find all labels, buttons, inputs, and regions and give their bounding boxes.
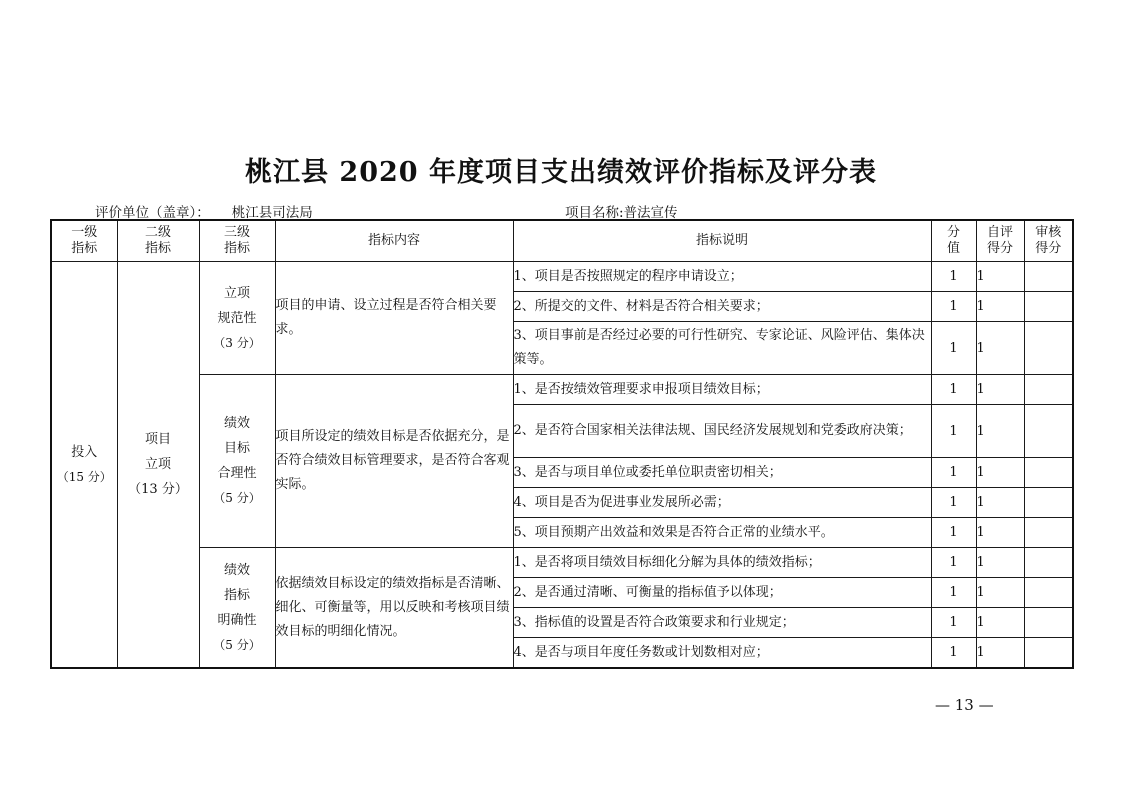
page-number: — 13 —	[935, 696, 994, 714]
description-cell: 2、是否通过清晰、可衡量的指标值予以体现；	[513, 578, 931, 608]
description-cell: 1、是否按绩效管理要求申报项目绩效目标；	[513, 375, 931, 405]
audit-score-cell	[1024, 578, 1073, 608]
description-cell: 4、项目是否为促进事业发展所必需；	[513, 488, 931, 518]
content-cell: 依据绩效目标设定的绩效指标是否清晰、细化、可衡量等，用以反映和考核项目绩效目标的明细化情况。	[275, 548, 513, 669]
score-cell: 1	[931, 608, 976, 638]
self-score-cell: 1	[976, 375, 1024, 405]
description-cell: 3、指标值的设置是否符合政策要求和行业规定；	[513, 608, 931, 638]
score-cell: 1	[931, 322, 976, 375]
score-cell: 1	[931, 262, 976, 292]
evaluation-unit-value: 桃江县司法局	[231, 205, 313, 221]
evaluation-unit	[95, 201, 313, 221]
self-score-cell: 1	[976, 548, 1024, 578]
header-row	[51, 220, 1073, 262]
audit-score-cell	[1024, 488, 1073, 518]
table-row	[51, 262, 1073, 292]
description-cell: 2、所提交的文件、材料是否符合相关要求；	[513, 292, 931, 322]
audit-score-cell	[1024, 608, 1073, 638]
score-cell: 1	[931, 292, 976, 322]
description-cell: 4、是否与项目年度任务数或计划数相对应；	[513, 638, 931, 669]
self-score-cell: 1	[976, 608, 1024, 638]
table-row	[51, 548, 1073, 578]
score-cell: 1	[931, 578, 976, 608]
score-cell: 1	[931, 458, 976, 488]
evaluation-unit-label: 评价单位（盖章）：	[95, 205, 210, 221]
header-self-score: 自评 得分	[976, 220, 1024, 262]
audit-score-cell	[1024, 458, 1073, 488]
description-cell: 1、项目是否按照规定的程序申请设立；	[513, 262, 931, 292]
description-cell: 3、项目事前是否经过必要的可行性研究、专家论证、风险评估、集体决策等。	[513, 322, 931, 375]
header-audit-score: 审核 得分	[1024, 220, 1073, 262]
self-score-cell: 1	[976, 262, 1024, 292]
table-row	[51, 375, 1073, 405]
page-title: 桃江县 2020 年度项目支出绩效评价指标及评分表	[245, 157, 877, 188]
level3-cell: 立项 规范性 （3 分）	[199, 262, 275, 375]
level1-cell	[51, 262, 117, 669]
self-score-cell: 1	[976, 518, 1024, 548]
project-name-label: 项目名称:	[565, 205, 624, 221]
content-cell: 项目的申请、设立过程是否符合相关要求。	[275, 262, 513, 375]
project-name-value: 普法宣传	[623, 205, 678, 221]
score-cell: 1	[931, 638, 976, 669]
score-cell: 1	[931, 405, 976, 458]
audit-score-cell	[1024, 548, 1073, 578]
self-score-cell: 1	[976, 292, 1024, 322]
self-score-cell: 1	[976, 458, 1024, 488]
self-score-cell: 1	[976, 405, 1024, 458]
level2-score: （13 分）	[128, 482, 188, 497]
header-level2: 二级 指标	[117, 220, 199, 262]
header-level1: 一级 指标	[51, 220, 117, 262]
audit-score-cell	[1024, 405, 1073, 458]
audit-score-cell	[1024, 322, 1073, 375]
content-cell: 项目所设定的绩效目标是否依据充分，是否符合绩效目标管理要求，是否符合客观实际。	[275, 375, 513, 548]
header-description: 指标说明	[513, 220, 931, 262]
audit-score-cell	[1024, 375, 1073, 405]
description-cell: 1、是否将项目绩效目标细化分解为具体的绩效指标；	[513, 548, 931, 578]
evaluation-table	[50, 219, 1074, 669]
self-score-cell: 1	[976, 322, 1024, 375]
description-cell: 2、是否符合国家相关法律法规、国民经济发展规划和党委政府决策；	[513, 405, 931, 458]
level3-cell: 绩效 指标 明确性 （5 分）	[199, 548, 275, 669]
level2-cell: 项目 立项 （13 分）	[117, 262, 199, 669]
level3-cell: 绩效 目标 合理性 （5 分）	[199, 375, 275, 548]
self-score-cell: 1	[976, 578, 1024, 608]
header-content: 指标内容	[275, 220, 513, 262]
header-score: 分 值	[931, 220, 976, 262]
score-cell: 1	[931, 488, 976, 518]
score-cell: 1	[931, 518, 976, 548]
description-cell: 5、项目预期产出效益和效果是否符合正常的业绩水平。	[513, 518, 931, 548]
self-score-cell: 1	[976, 488, 1024, 518]
level1-name: 投入	[71, 444, 98, 460]
level1-score: （15 分）	[56, 469, 112, 484]
description-cell: 3、是否与项目单位或委托单位职责密切相关；	[513, 458, 931, 488]
header-level3: 三级 指标	[199, 220, 275, 262]
audit-score-cell	[1024, 262, 1073, 292]
audit-score-cell	[1024, 292, 1073, 322]
project-name	[565, 201, 678, 221]
score-cell: 1	[931, 375, 976, 405]
self-score-cell: 1	[976, 638, 1024, 669]
audit-score-cell	[1024, 638, 1073, 669]
score-cell: 1	[931, 548, 976, 578]
audit-score-cell	[1024, 518, 1073, 548]
